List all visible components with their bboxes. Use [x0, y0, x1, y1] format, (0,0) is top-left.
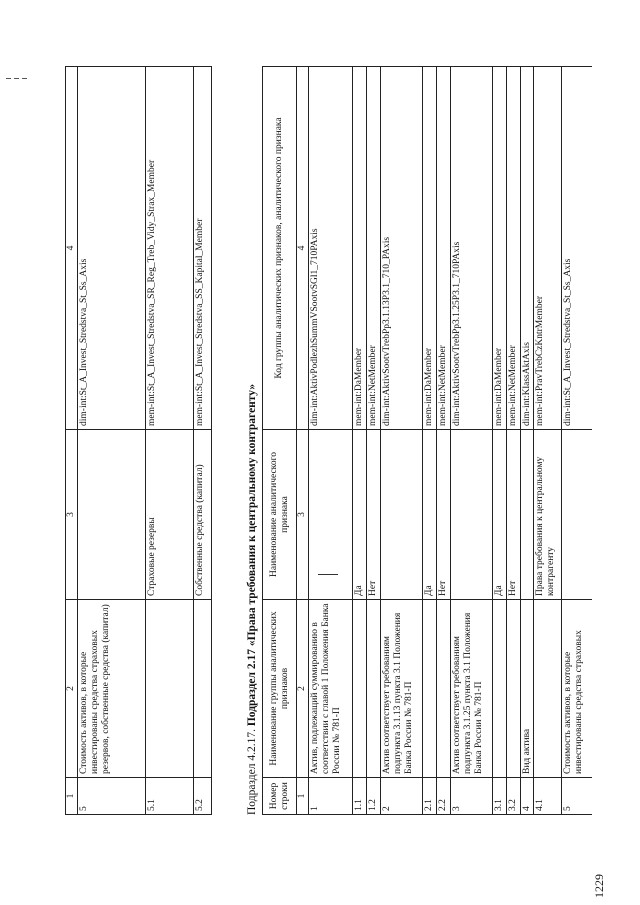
attribute-code: dim-int:AktivSootvTrebPp3.1.13P3.1_710_PAxis — [380, 67, 422, 430]
section-prefix: Подраздел 4.2.17. — [246, 729, 258, 815]
attribute-code: dim-int:St_A_Invest_Stredstva_St_Ss_Axis — [78, 67, 146, 430]
column-header: Код группы аналитических признаков, аналитического признака — [263, 67, 297, 430]
attribute-code: mem-int:St_A_Invest_Stredstva_SS_Kapital_Member — [194, 67, 212, 430]
attribute-name — [78, 430, 146, 600]
col-number: 3 — [297, 430, 309, 600]
group-name: Вид актива — [520, 600, 534, 778]
row-number: 4.1 — [534, 778, 562, 815]
column-header: Номер строки — [263, 778, 297, 815]
table-row — [194, 67, 212, 815]
group-name: Стоимость активов, в которые инвестированы средства страховых — [562, 600, 592, 778]
table-header-row — [263, 67, 297, 815]
table-row — [450, 67, 492, 815]
attribute-code: dim-int:St_A_Invest_Stredstva_St_Ss_Axis — [562, 67, 592, 430]
group-name — [146, 600, 194, 778]
col-number: 4 — [297, 67, 309, 430]
section-heading — [246, 384, 258, 815]
section-title: Подраздел 2.17 «Права требования к центральному контрагенту» — [246, 383, 258, 727]
group-name — [366, 600, 380, 778]
row-number: 3.1 — [492, 778, 506, 815]
page-number: 1229 — [592, 874, 606, 898]
attribute-name: Да — [492, 430, 506, 600]
row-number: 2.2 — [436, 778, 450, 815]
attribute-name — [450, 430, 492, 600]
row-number: 4 — [520, 778, 534, 815]
col-number: 2 — [66, 600, 78, 778]
row-number: 1 — [309, 778, 353, 815]
attribute-name — [309, 430, 353, 600]
table-row — [353, 67, 367, 815]
table-row — [422, 67, 436, 815]
table-row — [146, 67, 194, 815]
attribute-name: Страховые резервы — [146, 430, 194, 600]
attribute-code: mem-int:NetMember — [436, 67, 450, 430]
table-row — [562, 67, 592, 815]
col-number: 1 — [297, 778, 309, 815]
group-name: Актив соответствует требованиям подпункта 3.1.13 пункта 3.1 Положения Банка России № 781-П — [380, 600, 422, 778]
attribute-name — [380, 430, 422, 600]
attribute-name: Собственные средства (капитал) — [194, 430, 212, 600]
attribute-name: Права требования к центральному контрагенту — [534, 430, 562, 600]
attribute-code: dim-int:AktivPodlezhSummVSootvSGl1_710PAxis — [309, 67, 353, 430]
attribute-name: Да — [422, 430, 436, 600]
attribute-code: dim-int:KlassAktAxis — [520, 67, 534, 430]
row-number: 2.1 — [422, 778, 436, 815]
col-number: 2 — [297, 600, 309, 778]
row-number: 2 — [380, 778, 422, 815]
attribute-code: mem-int:DaMember — [353, 67, 367, 430]
table-row — [506, 67, 520, 815]
group-name — [194, 600, 212, 778]
group-name: Актив соответствует требованиям подпункта 3.1.25 пункта 3.1 Положения Банка России № 781-П — [450, 600, 492, 778]
col-number: 3 — [66, 430, 78, 600]
group-name — [492, 600, 506, 778]
group-name — [534, 600, 562, 778]
attribute-name: Да — [353, 430, 367, 600]
attribute-code: mem-int:DaMember — [422, 67, 436, 430]
group-name — [353, 600, 367, 778]
row-number: 1.2 — [366, 778, 380, 815]
group-name — [436, 600, 450, 778]
column-number-row — [66, 67, 78, 815]
row-number: 5 — [562, 778, 592, 815]
attribute-name — [562, 430, 592, 600]
row-number: 3.2 — [506, 778, 520, 815]
scan-marks — [6, 77, 30, 79]
attribute-name — [520, 430, 534, 600]
column-number-row — [297, 67, 309, 815]
table-row — [309, 67, 353, 815]
table-continuation — [65, 66, 212, 815]
group-name — [506, 600, 520, 778]
table-row — [492, 67, 506, 815]
row-number: 1.1 — [353, 778, 367, 815]
group-name — [422, 600, 436, 778]
attribute-code: mem-int:St_A_Invest_Stredstva_SR_Reg_Treb_Vidy_Strax_Member — [146, 67, 194, 430]
column-header: Наименование аналитического признака — [263, 430, 297, 600]
table-row — [520, 67, 534, 815]
attribute-code: mem-int:PravTrebCzKntrMember — [534, 67, 562, 430]
col-number: 4 — [66, 67, 78, 430]
col-number: 1 — [66, 778, 78, 815]
table-row — [436, 67, 450, 815]
attribute-code: mem-int:NetMember — [506, 67, 520, 430]
group-name: Стоимость активов, в которые инвестированы средства страховых резервов, собственные средства (капитал) — [78, 600, 146, 778]
attribute-name: Нет — [366, 430, 380, 600]
group-name: Актив, подлежащий суммированию в соответствии с главой 1 Положения Банка России № 781-П — [309, 600, 353, 778]
table-row — [78, 67, 146, 815]
attribute-code: mem-int:DaMember — [492, 67, 506, 430]
table-row — [534, 67, 562, 815]
table-row — [380, 67, 422, 815]
row-number: 3 — [450, 778, 492, 815]
attribute-code: dim-int:AktivSootvTrebPp3.1.25P3.1_710PAxis — [450, 67, 492, 430]
attribute-name: Нет — [506, 430, 520, 600]
column-header: Наименование группы аналитических признаков — [263, 600, 297, 778]
attribute-name: Нет — [436, 430, 450, 600]
row-number: 5.2 — [194, 778, 212, 815]
attribute-code: mem-int:NetMember — [366, 67, 380, 430]
row-number: 5.1 — [146, 778, 194, 815]
table-section-2-17 — [262, 66, 592, 815]
table-row — [366, 67, 380, 815]
row-number: 5 — [78, 778, 146, 815]
